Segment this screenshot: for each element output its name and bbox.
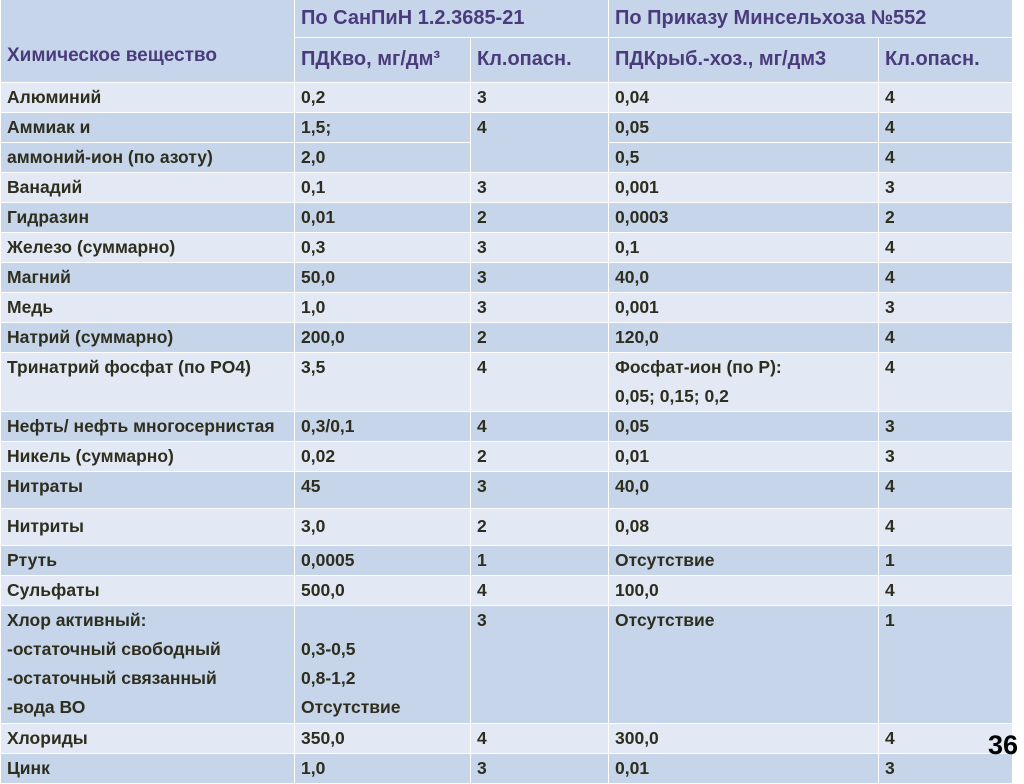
class-2-value: 4: [879, 322, 1013, 352]
class-2-value: 2: [879, 202, 1013, 232]
header-sanpin: По СанПиН 1.2.3685-21: [295, 0, 609, 37]
class-2-value: 4: [879, 352, 1013, 411]
table-row: [1, 411, 1013, 441]
class-2-value: 3: [879, 172, 1013, 202]
pdk-vo-line: 0,8-1,2: [301, 667, 356, 688]
class-2-value: 1: [879, 605, 1013, 723]
pdk-fish-value: 0,5: [609, 142, 879, 172]
table-row: [1, 82, 1013, 112]
class-2-value: 4: [879, 142, 1013, 172]
substance-name: Медь: [1, 292, 295, 322]
substance-name-line: -остаточный связанный: [7, 667, 217, 688]
pdk-fish-value: 40,0: [609, 471, 879, 508]
pdk-fish-value: 120,0: [609, 322, 879, 352]
class-1-value: 2: [471, 508, 609, 545]
pdk-fish-value: 100,0: [609, 575, 879, 605]
header-class-2: Кл.опасн.: [879, 37, 1013, 82]
pdk-fish-value: 0,0003: [609, 202, 879, 232]
table-row: [1, 262, 1013, 292]
class-2-value: 3: [879, 441, 1013, 471]
class-2-value: 4: [879, 508, 1013, 545]
class-2-value: 4: [879, 82, 1013, 112]
pdk-fish-value: 0,05: [609, 112, 879, 142]
pdk-fish-value: 300,0: [609, 723, 879, 753]
pdk-vo-value: 0,01: [295, 202, 471, 232]
table-row: [1, 112, 1013, 142]
pdk-fish-value: 0,01: [609, 753, 879, 783]
table-row: [1, 508, 1013, 545]
pdk-vo-value: 2,0: [295, 142, 471, 172]
class-1-value: 3: [471, 262, 609, 292]
class-1-value: 4: [471, 352, 609, 411]
table-row: [1, 471, 1013, 508]
pdk-fish-value: Отсутствие: [609, 605, 879, 723]
substance-name: Тринатрий фосфат (по PO4): [1, 352, 295, 411]
substance-name: Натрий (суммарно): [1, 322, 295, 352]
substance-name: Цинк: [1, 753, 295, 783]
table-row: [1, 292, 1013, 322]
substance-name: Ванадий: [1, 172, 295, 202]
class-1-value: 4: [471, 411, 609, 441]
page-number: 36: [987, 730, 1018, 760]
class-1-value: 2: [471, 202, 609, 232]
pdk-vo-value: 200,0: [295, 322, 471, 352]
class-2-value: 1: [879, 545, 1013, 575]
table-row: [1, 202, 1013, 232]
substance-name: Хлориды: [1, 723, 295, 753]
header-pdk-fish: ПДКрыб.-хоз., мг/дм3: [609, 37, 879, 82]
pdk-fish-value: 0,1: [609, 232, 879, 262]
pdk-fish-value: 0,04: [609, 82, 879, 112]
table-row: [1, 352, 1013, 411]
table-row: [1, 753, 1013, 783]
pdk-vo-value: 0,0005: [295, 545, 471, 575]
header-pdk-vo: ПДКво, мг/дм³: [295, 37, 471, 82]
class-1-value: 3: [471, 232, 609, 262]
table-row: [1, 723, 1013, 753]
pdk-vo-value: 0,3: [295, 232, 471, 262]
pdk-vo-line: 0,3-0,5: [301, 638, 356, 659]
class-1-value: 2: [471, 322, 609, 352]
substance-name: [1, 605, 295, 723]
class-1-value: 3: [471, 471, 609, 508]
table-row: [1, 232, 1013, 262]
class-2-value: 4: [879, 471, 1013, 508]
pdk-fish-line: Фосфат-ион (по Р):: [615, 356, 782, 377]
substance-name-line: -остаточный свободный: [7, 638, 221, 659]
pdk-vo-value: 0,1: [295, 172, 471, 202]
substance-name: Нитраты: [1, 471, 295, 508]
pdk-vo-value: [295, 605, 471, 723]
class-1-value: 4: [471, 575, 609, 605]
table-row: [1, 605, 1013, 723]
class-2-value: 3: [879, 411, 1013, 441]
substance-name: Ртуть: [1, 545, 295, 575]
pdk-vo-value: 50,0: [295, 262, 471, 292]
class-2-value: 4: [879, 575, 1013, 605]
pdk-fish-line: 0,05; 0,15; 0,2: [615, 385, 729, 406]
pdk-vo-value: 0,2: [295, 82, 471, 112]
header-row-groups: [1, 0, 1013, 37]
pdk-fish-value: 0,01: [609, 441, 879, 471]
class-2-value: 4: [879, 232, 1013, 262]
substance-name: Алюминий: [1, 82, 295, 112]
pdk-fish-value: Отсутствие: [609, 545, 879, 575]
class-1-value: 3: [471, 172, 609, 202]
substance-name: Магний: [1, 262, 295, 292]
substance-name: Нефть/ нефть многосернистая: [1, 411, 295, 441]
table-row: [1, 545, 1013, 575]
pdk-fish-value: 0,05: [609, 411, 879, 441]
substance-name: Сульфаты: [1, 575, 295, 605]
pdk-fish-value: 0,001: [609, 292, 879, 322]
pdk-fish-value: 40,0: [609, 262, 879, 292]
substance-name: Никель (суммарно): [1, 441, 295, 471]
substance-name-line: -вода ВО: [7, 696, 86, 717]
pdk-vo-value: 3,5: [295, 352, 471, 411]
table-row: [1, 575, 1013, 605]
class-1-value: 3: [471, 292, 609, 322]
substance-name: Гидразин: [1, 202, 295, 232]
substance-name: Нитриты: [1, 508, 295, 545]
class-1-value: 3: [471, 82, 609, 112]
pdk-vo-value: 45: [295, 471, 471, 508]
table-row: [1, 322, 1013, 352]
substance-name: Аммиак и: [1, 112, 295, 142]
class-1-value: 2: [471, 441, 609, 471]
substance-name: Железо (суммарно): [1, 232, 295, 262]
pdk-vo-value: 350,0: [295, 723, 471, 753]
pdk-vo-value: 1,5;: [295, 112, 471, 142]
header-class-1: Кл.опасн.: [471, 37, 609, 82]
pdk-vo-value: 1,0: [295, 292, 471, 322]
class-1-value: 3: [471, 605, 609, 723]
class-2-value: 4: [879, 723, 1013, 753]
class-2-value: 4: [879, 262, 1013, 292]
pdk-fish-value: 0,001: [609, 172, 879, 202]
pdk-vo-value: 0,3/0,1: [295, 411, 471, 441]
pdk-fish-value: [609, 352, 879, 411]
class-2-value: 3: [879, 753, 1013, 783]
substance-name-continued: аммоний-ион (по азоту): [1, 142, 295, 172]
pdk-vo-value: 1,0: [295, 753, 471, 783]
substance-name-line: Хлор активный:: [7, 609, 147, 630]
class-1-value: 4: [471, 723, 609, 753]
class-1-value: 4: [471, 112, 609, 172]
pdk-vo-value: 0,02: [295, 441, 471, 471]
pdk-vo-line: Отсутствие: [301, 696, 401, 717]
pdk-vo-value: 500,0: [295, 575, 471, 605]
header-substance: Химическое вещество: [1, 0, 295, 82]
class-2-value: 3: [879, 292, 1013, 322]
pdk-fish-value: 0,08: [609, 508, 879, 545]
pdk-vo-value: 3,0: [295, 508, 471, 545]
table-row: [1, 172, 1013, 202]
class-2-value: 4: [879, 112, 1013, 142]
class-1-value: 1: [471, 545, 609, 575]
class-1-value: 3: [471, 753, 609, 783]
header-minselhoz: По Приказу Минсельхоза №552: [609, 0, 1013, 37]
table-row: [1, 441, 1013, 471]
